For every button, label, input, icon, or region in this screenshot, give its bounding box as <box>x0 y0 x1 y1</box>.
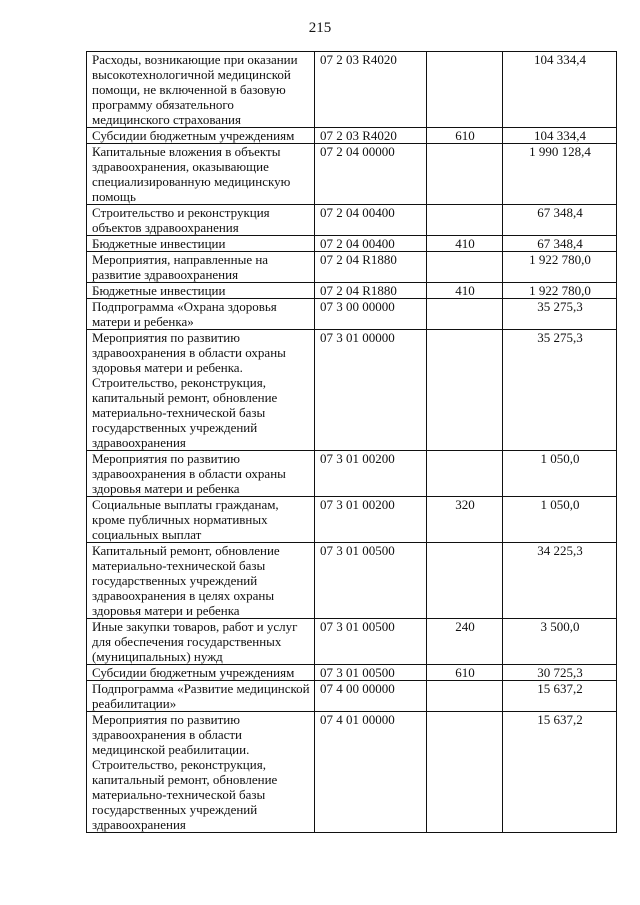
row-amount-cell: 104 334,4 <box>503 128 617 144</box>
table-row <box>87 681 617 712</box>
row-code-cell: 07 3 01 00000 <box>315 330 427 451</box>
row-name-cell: Подпрограмма «Развитие медицинской реабилитации» <box>87 681 315 712</box>
page-number: 215 <box>308 20 332 36</box>
row-type-cell <box>427 299 503 330</box>
row-type-cell <box>427 681 503 712</box>
table-row <box>87 205 617 236</box>
row-type-cell: 320 <box>427 497 503 543</box>
row-name-cell: Иные закупки товаров, работ и услуг для обеспечения государственных (муниципальных) нужд <box>87 619 315 665</box>
row-code-cell: 07 2 04 R1880 <box>315 283 427 299</box>
budget-table-body <box>87 52 617 833</box>
row-code-cell: 07 2 04 R1880 <box>315 252 427 283</box>
row-code-cell: 07 2 04 00400 <box>315 205 427 236</box>
table-row <box>87 330 617 451</box>
row-type-cell: 410 <box>427 283 503 299</box>
row-type-cell: 240 <box>427 619 503 665</box>
row-type-cell <box>427 543 503 619</box>
budget-table <box>86 51 617 833</box>
row-name-cell: Субсидии бюджетным учреждениям <box>87 665 315 681</box>
row-name-cell: Строительство и реконструкция объектов здравоохранения <box>87 205 315 236</box>
row-name-cell: Социальные выплаты гражданам, кроме публичных нормативных социальных выплат <box>87 497 315 543</box>
row-amount-cell: 67 348,4 <box>503 205 617 236</box>
row-name-cell: Мероприятия по развитию здравоохранения в области охраны здоровья матери и ребенка <box>87 451 315 497</box>
row-code-cell: 07 2 04 00400 <box>315 236 427 252</box>
table-row <box>87 128 617 144</box>
row-code-cell: 07 4 01 00000 <box>315 712 427 833</box>
row-amount-cell: 104 334,4 <box>503 52 617 128</box>
row-name-cell: Подпрограмма «Охрана здоровья матери и ребенка» <box>87 299 315 330</box>
row-name-cell: Расходы, возникающие при оказании высокотехнологичной медицинской помощи, не включенной в базовую программу обязательного медицинского страхования <box>87 52 315 128</box>
row-name-cell: Субсидии бюджетным учреждениям <box>87 128 315 144</box>
table-row <box>87 619 617 665</box>
table-row <box>87 543 617 619</box>
row-amount-cell: 15 637,2 <box>503 681 617 712</box>
table-row <box>87 451 617 497</box>
row-code-cell: 07 3 01 00200 <box>315 451 427 497</box>
row-code-cell: 07 2 04 00000 <box>315 144 427 205</box>
row-type-cell <box>427 252 503 283</box>
row-code-cell: 07 4 00 00000 <box>315 681 427 712</box>
row-amount-cell: 35 275,3 <box>503 299 617 330</box>
row-name-cell: Капитальные вложения в объекты здравоохранения, оказывающие специализированную медицинскую помощь <box>87 144 315 205</box>
row-amount-cell: 67 348,4 <box>503 236 617 252</box>
row-type-cell <box>427 144 503 205</box>
table-row <box>87 283 617 299</box>
table-row <box>87 665 617 681</box>
row-type-cell <box>427 52 503 128</box>
row-amount-cell: 34 225,3 <box>503 543 617 619</box>
row-type-cell <box>427 712 503 833</box>
table-row <box>87 252 617 283</box>
table-row <box>87 52 617 128</box>
row-name-cell: Мероприятия, направленные на развитие здравоохранения <box>87 252 315 283</box>
row-amount-cell: 1 050,0 <box>503 497 617 543</box>
row-amount-cell: 30 725,3 <box>503 665 617 681</box>
table-row <box>87 497 617 543</box>
row-code-cell: 07 2 03 R4020 <box>315 128 427 144</box>
row-name-cell: Бюджетные инвестиции <box>87 283 315 299</box>
row-type-cell: 610 <box>427 665 503 681</box>
row-name-cell: Капитальный ремонт, обновление материально-технической базы государственных учреждений здравоохранения в целях охраны здоровья матери и ребенка <box>87 543 315 619</box>
row-type-cell <box>427 205 503 236</box>
row-amount-cell: 1 050,0 <box>503 451 617 497</box>
row-type-cell: 610 <box>427 128 503 144</box>
row-code-cell: 07 3 01 00200 <box>315 497 427 543</box>
row-type-cell: 410 <box>427 236 503 252</box>
row-amount-cell: 1 990 128,4 <box>503 144 617 205</box>
row-amount-cell: 3 500,0 <box>503 619 617 665</box>
row-type-cell <box>427 330 503 451</box>
row-amount-cell: 35 275,3 <box>503 330 617 451</box>
row-code-cell: 07 3 01 00500 <box>315 543 427 619</box>
row-code-cell: 07 2 03 R4020 <box>315 52 427 128</box>
row-code-cell: 07 3 01 00500 <box>315 665 427 681</box>
row-code-cell: 07 3 00 00000 <box>315 299 427 330</box>
table-row <box>87 236 617 252</box>
row-name-cell: Мероприятия по развитию здравоохранения в области охраны здоровья матери и ребенка. Строительство, реконструкция, капитальный ремонт, обновление материально-технической базы государственных учреждений здравоохранения <box>87 330 315 451</box>
row-name-cell: Мероприятия по развитию здравоохранения в области медицинской реабилитации. Строительство, реконструкция, капитальный ремонт, обновление материально-технической базы государственных учреждений здравоохранения <box>87 712 315 833</box>
row-name-cell: Бюджетные инвестиции <box>87 236 315 252</box>
row-amount-cell: 15 637,2 <box>503 712 617 833</box>
row-type-cell <box>427 451 503 497</box>
row-code-cell: 07 3 01 00500 <box>315 619 427 665</box>
table-row <box>87 299 617 330</box>
table-row <box>87 712 617 833</box>
row-amount-cell: 1 922 780,0 <box>503 283 617 299</box>
row-amount-cell: 1 922 780,0 <box>503 252 617 283</box>
table-row <box>87 144 617 205</box>
